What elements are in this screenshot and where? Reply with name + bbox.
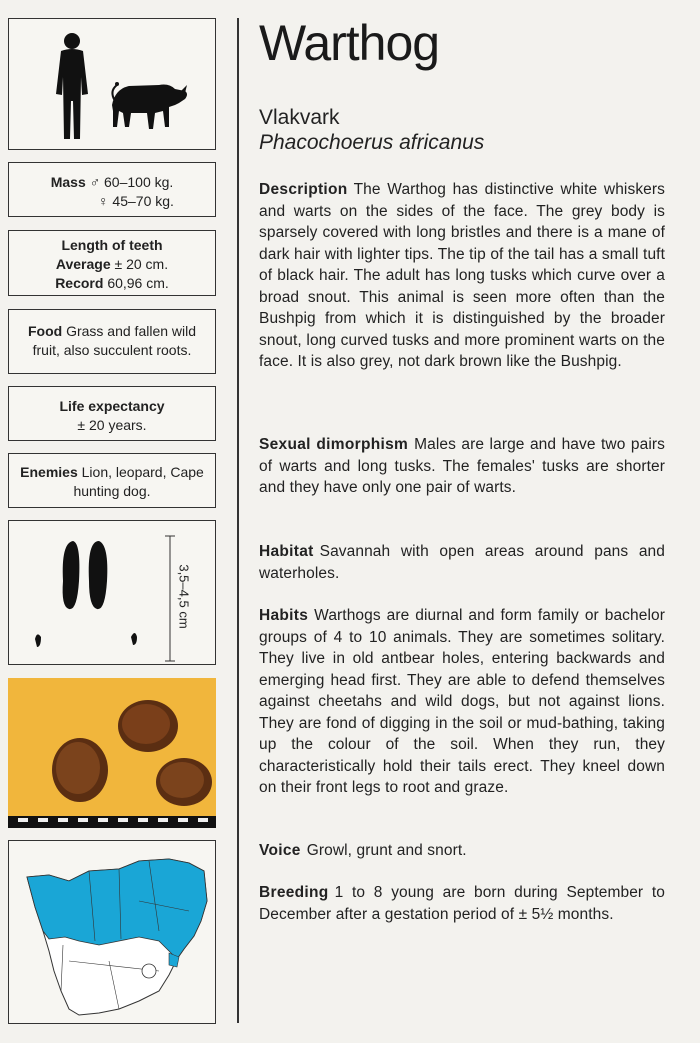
breeding-heading: Breeding [259,884,329,901]
scientific-name: Phacochoerus africanus [259,131,485,154]
food-box [8,309,216,374]
column-divider [237,18,239,1023]
sexual-dimorphism-section [259,434,665,499]
mass-label: Mass [50,174,86,190]
life-expectancy-box [8,386,216,441]
mass-male: ♂ 60–100 kg. [89,174,174,190]
voice-section [259,840,665,862]
tracks-box [8,520,216,665]
description-heading: Description [259,181,348,198]
description-text: The Warthog has distinctive white whiskers and warts on the sides of the face. The grey body is sparsely covered with long bristles and there is a mane of dark hair with lighter tips. The tip of the tail has a small tuft of black hair. The adult has long tusks which curve over a broad snout. This animal is seen more often than the Bushpig from which it is distinguished by the broader snout, long curved tusks and more prominent warts on the face. It is also grey, not dark brown like the Bushpig. [259,181,665,370]
voice-heading: Voice [259,842,301,859]
droppings-photo [8,678,216,828]
sexual-dimorphism-text: Males are large and have two pairs of warts and long tusks. The females' tusks are shorter and they have only one pair of warts. [259,436,665,496]
life-label: Life expectancy [59,398,165,414]
droppings-image-icon [8,678,216,828]
habits-section [259,605,665,799]
description-section [259,179,665,373]
human-warthog-silhouette-icon [9,19,214,148]
teeth-record-label: Record [55,275,104,291]
afrikaans-name: Vlakvark [259,106,340,129]
enemies-label: Enemies [20,464,78,480]
teeth-record: 60,96 cm. [107,275,169,291]
sexual-dimorphism-heading: Sexual dimorphism [259,436,409,453]
size-comparison-box [8,18,216,150]
enemies-text: Lion, leopard, Cape hunting dog. [73,464,204,499]
page-title: Warthog [259,15,440,71]
southern-africa-map-icon [9,841,214,1022]
food-text: Grass and fallen wild fruit, also succulent roots. [32,323,197,358]
habitat-text: Savannah with open areas around pans and waterholes. [259,543,665,582]
voice-text: Growl, grunt and snort. [306,842,467,859]
enemies-box [8,453,216,508]
teeth-label: Length of teeth [61,237,163,253]
habitat-section [259,541,665,584]
breeding-section [259,882,665,925]
life-text: ± 20 years. [77,417,147,433]
teeth-average-label: Average [55,256,111,272]
food-label: Food [27,323,63,339]
distribution-map [8,840,216,1024]
teeth-length-box [8,230,216,296]
habits-text: Warthogs are diurnal and form family or bachelor groups of 4 to 10 animals. They are sometimes solitary. They live in old antbear holes, entering backwards and emerging head first. They are able to defend themselves against cheetahs and wild dogs, but not against lions. They are fond of digging in the soil or mud-bathing, taking up the colour of the soil. When they run, they characteristically hold their tails erect. They kneel down on their front legs to root and graze. [259,607,665,796]
mass-box [8,162,216,217]
habits-heading: Habits [259,607,309,624]
breeding-text: 1 to 8 young are born during September to December after a gestation period of ± 5½ months. [259,884,665,923]
teeth-average: ± 20 cm. [114,256,169,272]
track-size-label: 3,5–4,5 cm [177,561,192,631]
mass-female: ♀ 45–70 kg. [98,193,174,209]
habitat-heading: Habitat [259,543,314,560]
